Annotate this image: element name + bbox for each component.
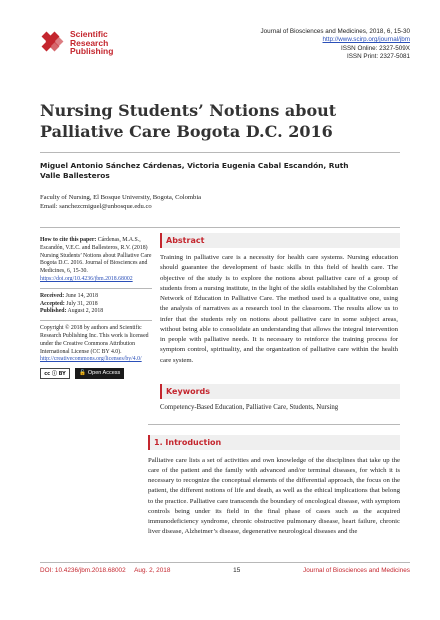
publisher-name: Scientific Research Publishing — [70, 29, 114, 57]
header-divider — [40, 227, 400, 228]
sidebar-divider — [40, 288, 152, 289]
introduction-text: Palliative care lists a set of activities and own knowledge of the disciplines that take up the care of the patient and the family with advanced and/or terminal diseases, for which it is necessary to recognize the conceptual elements of the differential approach, the focus on the patient, the different notions of life and death, as well as the ethical implications that belong to the practice. Palliative care transcends the boundary of oncological disease, with symptom controls being under its field in the final phase of cases such as the acquired immunodeficiency syndrome, chronic obstructive pulmonary disease, heart failure, chronic liver disease, Alzheimer’s disease, degenerative neurological diseases and the — [148, 457, 400, 536]
author-email: Email: sanchezcmiguel@unbosque.edu.co — [40, 203, 152, 210]
affiliation: Faculty of Nursing, El Bosque University, Bogota, Colombia — [40, 194, 202, 201]
page-footer — [40, 567, 410, 574]
issn-online: ISSN Online: 2327-509X — [341, 44, 410, 52]
keywords-text: Competency-Based Education, Palliative Care, Students, Nursing — [160, 404, 339, 411]
footer-doi: DOI: 10.4236/jbm.2018.68002 Aug. 2, 2018 — [40, 567, 171, 574]
abstract-heading: Abstract — [160, 233, 400, 248]
issn-print: ISSN Print: 2327-5081 — [346, 53, 410, 61]
introduction-heading: 1. Introduction — [148, 435, 400, 450]
license-link[interactable]: http://creativecommons.org/licenses/by/4.0/ — [40, 356, 142, 363]
cc-by-license-icon: cc ⓘ BY — [40, 368, 70, 379]
page-number: 15 — [233, 567, 241, 574]
journal-citation: Journal of Biosciences and Medicines, 2018, 6, 15-30 — [260, 28, 410, 35]
footer-divider — [40, 562, 410, 563]
publisher-logo-icon — [40, 30, 66, 56]
journal-info — [261, 28, 410, 62]
publisher-logo — [40, 30, 113, 56]
footer-journal: Journal of Biosciences and Medicines — [303, 567, 410, 574]
author-list: Miguel Antonio Sánchez Cárdenas, Victoria Eugenia Cabal Escandón, Ruth Valle Ballesteros — [40, 161, 349, 180]
title-divider — [40, 152, 400, 153]
dates-block: Received: June 14, 2018 Accepted: July 31, 2018 Published: August 2, 2018 — [40, 292, 104, 315]
doi-link[interactable]: https://doi.org/10.4236/jbm.2018.68002 — [40, 275, 133, 282]
keywords-divider — [148, 424, 400, 425]
abstract-text: Training in palliative care is a necessity for health care systems. Nursing education should guarantee the development of basic skills in this field of health care. The objective of the study is to explore the notions about palliative care of a group of students from a nursing institute, in the light of the skills established by the Colombian Network of Education in Palliative Care. The method used is a qualitative one, using the analysis of narratives as a research tool in the classroom. The results allow us to infer that the students rely on notions about palliative care in some subject areas, without being able to consolidate an understanding that allows the integral intervention in people with palliative needs. It is necessary to reinforce the training process for symptom control, spirituality, and the organization of palliative care within the health care system. — [160, 254, 398, 364]
paper-title: Nursing Students’ Notions about Palliative Care Bogota D.C. 2016 — [40, 101, 337, 141]
citation-block: How to cite this paper: Cárdenas, M.A.S., Escandón, V.E.C. and Ballesteros, R.V. (2018) Nursing Students’ Notions about Palliative Care Bogota D.C. 2016. Journal of Biosciences and Medicines, 6, 15-30. https://doi.org/10.4236/jbm.2018.68002 — [40, 237, 152, 282]
copyright-block: Copyright © 2018 by authors and Scientific Research Publishing Inc. This work is licensed under the Creative Commons Attribution International License (CC BY 4.0). http://creativecommons.org/licenses/by/4.0/ — [40, 325, 149, 363]
article-sidebar — [40, 237, 152, 379]
journal-url-link[interactable]: http://www.scirp.org/journal/jbm — [322, 36, 410, 44]
open-access-badge: 🔓 Open Access — [75, 368, 124, 379]
open-access-lock-icon: 🔓 — [79, 370, 86, 377]
keywords-heading: Keywords — [160, 384, 400, 399]
sidebar-divider-2 — [40, 320, 152, 321]
